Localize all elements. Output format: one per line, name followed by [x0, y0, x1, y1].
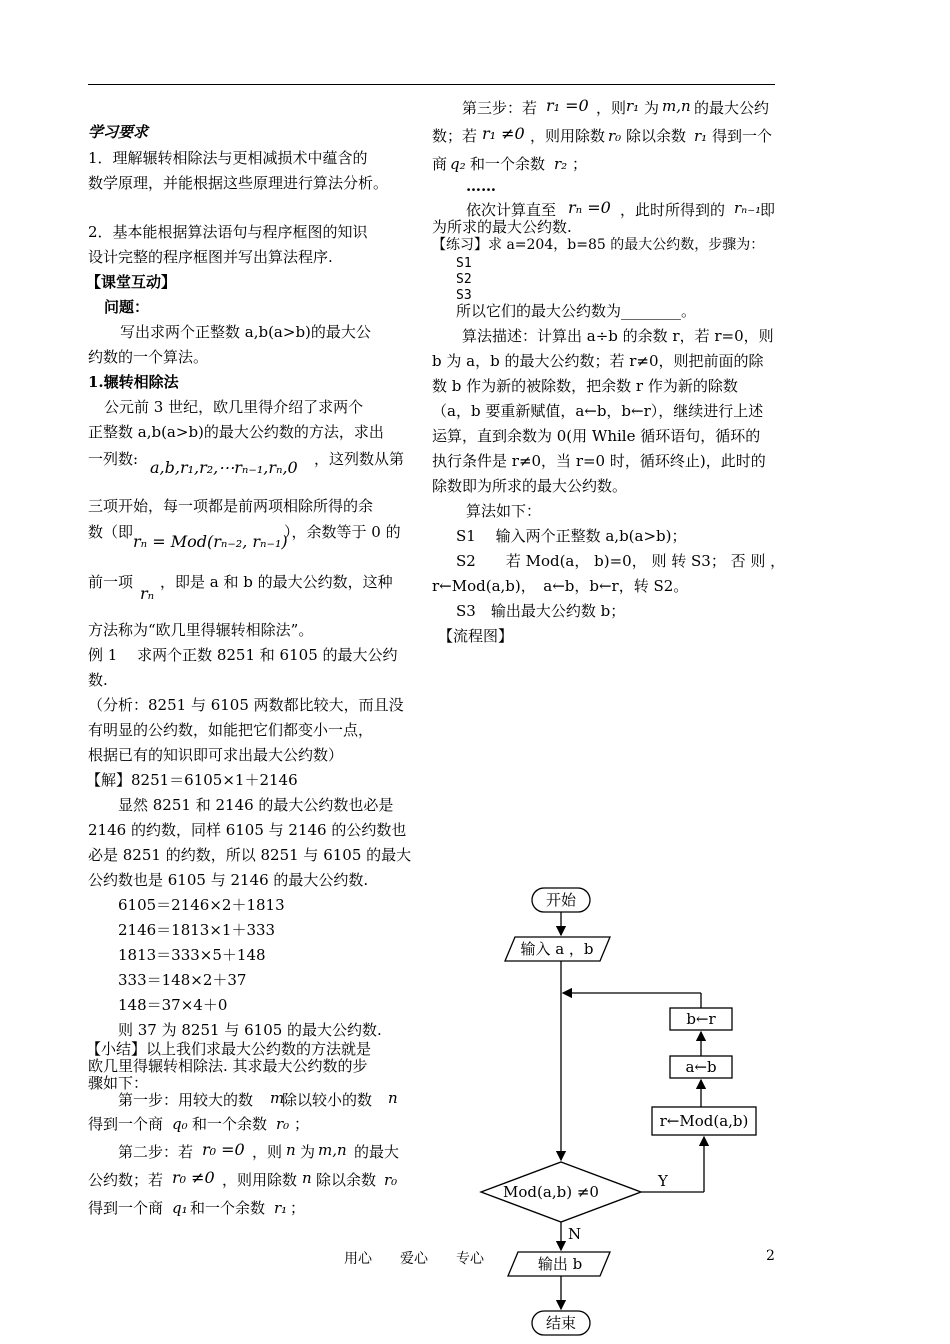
method-line-5-text: 数（即 [88, 523, 134, 541]
step1-m: m [270, 1089, 285, 1107]
solution-line: 【解】8251＝6105×1＋2146 [86, 771, 298, 789]
method-line-6-tail: ，即是 a 和 b 的最大公约数，这种 [160, 573, 393, 591]
step2-text-a: 第二步：若 [118, 1143, 194, 1161]
flowchart-assign-r-label: r←Mod(a,b) [659, 1112, 749, 1130]
question-line-2: 约数的一个算法。 [88, 348, 209, 366]
footer-motto: 用心 爱心 专心 [344, 1251, 484, 1267]
method-title: 1.辗转相除法 [88, 373, 179, 391]
step3-r2: r₂ [554, 155, 568, 173]
flowchart-yes-label: Y [658, 1172, 668, 1190]
step1-line2-a: 得到一个商 [88, 1115, 164, 1133]
step3-r1-divisor: r₁ [694, 127, 708, 145]
step1-text-b: 除以较小的数 [282, 1091, 373, 1109]
question-line-1: 写出求两个正整数 a,b(a>b)的最大公 [120, 323, 371, 341]
step2-line2-a: 公约数；若 [88, 1171, 164, 1189]
step2-text-d: 的最大 [354, 1143, 400, 1161]
step1-r0: r₀ [276, 1115, 290, 1133]
summary-line-3: 骤如下： [88, 1074, 149, 1092]
step3-line3-a: 商 [432, 155, 448, 173]
step2-text-b: ，则 [252, 1143, 283, 1161]
step3-line2-a: 数；若 [432, 127, 478, 145]
step3-line3-b: 和一个余数 [470, 155, 546, 173]
mod-formula: rₙ = Mod(rₙ₋₂, rₙ₋₁) [133, 532, 288, 551]
step2-r0-zero: r₀ =0 [202, 1140, 245, 1159]
step2-line3-b: 和一个余数 [190, 1199, 266, 1217]
description-line-1: 算法描述：计算出 a÷b 的余数 r，若 r=0，则 [462, 327, 774, 345]
summary-line-1: 【小结】以上我们求最大公约数的方法就是 [86, 1040, 372, 1058]
method-line-3-tail: ，这列数从第 [314, 450, 405, 468]
method-line-6-text: 前一项 [88, 573, 134, 591]
step3-r1-zero: r₁ =0 [546, 96, 589, 115]
step2-q1: q₁ [172, 1199, 188, 1217]
algorithm-s2-cont: r←Mod(a,b)， a←b，b←r，转 S2。 [432, 577, 689, 595]
rn-symbol: rₙ [140, 584, 155, 603]
method-line-3-text: 一列数: [88, 450, 139, 468]
requirement-2-line-2: 设计完整的程序框图并写出算法程序. [88, 248, 333, 266]
solution-text-3: 必是 8251 的约数，所以 8251 与 6105 的最大 [88, 846, 412, 864]
example-line-1: 例 1 求两个正数 8251 和 6105 的最大公约 [88, 646, 398, 664]
description-line-4: （a，b 要重新赋值，a←b，b←r），继续进行上述 [432, 402, 764, 420]
flowchart-start-label: 开始 [545, 891, 577, 909]
example-line-2: 数. [88, 671, 108, 689]
equation-1: 6105＝2146×2＋1813 [118, 896, 285, 914]
step3-text-b: ，则 [596, 99, 627, 117]
method-line-2: 正整数 a,b(a>b)的最大公约数的方法，求出 [88, 423, 384, 441]
practice-s1: S1 [456, 256, 472, 271]
step3-text-c: 为 [644, 99, 660, 117]
flowchart-assign-b-label: b←r [686, 1010, 716, 1028]
step2-r1: r₁ [274, 1199, 288, 1217]
practice-line: 【练习】求 a=204，b=85 的最大公约数，步骤为： [432, 237, 765, 253]
algorithm-s1: S1 输入两个正整数 a,b(a>b)； [456, 527, 687, 545]
analysis-line-1: （分析：8251 与 6105 两数都比较大，而且没 [88, 696, 404, 714]
step3-mn: m,n [662, 97, 691, 115]
equation-5: 148＝37×4＋0 [118, 996, 228, 1014]
sequence-formula: a,b,r₁,r₂,⋯rₙ₋₁,rₙ,0 [150, 458, 298, 477]
step2-line3-a: 得到一个商 [88, 1199, 164, 1217]
requirement-1-line-1: 1．理解辗转相除法与更相减损术中蕴含的 [88, 149, 368, 167]
final-line-1-b: ，此时所得到的 [620, 201, 726, 219]
step2-line2-b: ，则用除数 [222, 1171, 298, 1189]
requirement-2-line-1: 2．基本能根据算法语句与程序框图的知识 [88, 223, 368, 241]
step3-line2-b: ，则用除数 [530, 127, 606, 145]
flowchart-output-label: 输出 b [537, 1255, 583, 1273]
flowchart-heading: 【流程图】 [438, 627, 514, 645]
step3-text-a: 第三步：若 [462, 99, 538, 117]
solution-text-4: 公约数也是 6105 与 2146 的最大公约数. [88, 871, 369, 889]
method-line-4: 三项开始，每一项都是前两项相除所得的余 [88, 497, 374, 515]
equation-3: 1813＝333×5＋148 [118, 946, 266, 964]
conclusion-line: 则 37 为 8251 与 6105 的最大公约数. [118, 1021, 382, 1039]
practice-answer: 所以它们的最大公约数为________。 [456, 302, 697, 320]
equation-2: 2146＝1813×1＋333 [118, 921, 276, 939]
description-line-2: b 为 a，b 的最大公约数；若 r≠0，则把前面的除 [432, 352, 764, 370]
final-line-2: 为所求的最大公约数. [432, 218, 572, 236]
final-rn-zero: rₙ =0 [568, 198, 611, 217]
practice-s2: S2 [456, 272, 472, 287]
classroom-heading: 【课堂互动】 [86, 273, 177, 291]
algorithm-s3: S3 输出最大公约数 b； [456, 602, 626, 620]
section-heading: 学习要求 [88, 123, 149, 141]
final-line-1-a: 依次计算直至 [466, 201, 557, 219]
step1-text-a: 第一步：用较大的数 [118, 1091, 254, 1109]
description-line-3: 数 b 作为新的被除数，把余数 r 作为新的除数 [432, 377, 738, 395]
method-line-7: 方法称为“欧几里得辗转相除法”。 [88, 621, 314, 639]
step3-r0: r₀ [608, 127, 622, 145]
question-label: 问题： [104, 298, 150, 316]
method-line-1: 公元前 3 世纪，欧几里得介绍了求两个 [104, 398, 364, 416]
method-line-5-tail: ），余数等于 0 的 [284, 523, 401, 541]
flowchart-assign-a-label: a←b [685, 1058, 717, 1076]
step3-line3-c: ； [572, 155, 588, 173]
step3-line2-d: 得到一个 [712, 127, 773, 145]
algorithm-s2: S2 若 Mod(a， b)=0， 则 转 S3； 否 则 ， [456, 552, 786, 570]
step1-q0: q₀ [172, 1115, 188, 1133]
step3-text-d: 的最大公约 [694, 99, 770, 117]
flowchart-input-label: 输入 a ，b [520, 940, 594, 958]
final-rn-minus-1: rₙ₋₁ [734, 199, 762, 217]
description-line-6: 执行条件是 r≠0，当 r=0 时，循环终止)，此时的 [432, 452, 766, 470]
flowchart-no-label: N [568, 1225, 582, 1243]
requirement-1-line-2: 数学原理，并能根据这些原理进行算法分析。 [88, 174, 389, 192]
step2-remainder-r0: r₀ [384, 1171, 398, 1189]
step2-text-c: 为 [300, 1143, 316, 1161]
practice-s3: S3 [456, 288, 472, 303]
ellipsis: …… [466, 177, 496, 195]
step2-line2-c: 除以余数 [316, 1171, 377, 1189]
description-line-7: 除数即为所求的最大公约数。 [432, 477, 628, 495]
flowchart-end-label: 结束 [545, 1314, 577, 1332]
step2-n: n [286, 1141, 296, 1159]
step1-line2-c: ； [294, 1115, 310, 1133]
equation-4: 333＝148×2＋37 [118, 971, 247, 989]
step3-q2: q₂ [450, 155, 466, 173]
step3-r1-nonzero: r₁ ≠0 [482, 124, 525, 143]
step2-divisor-n: n [302, 1169, 312, 1187]
step3-line2-c: 除以余数 [626, 127, 687, 145]
solution-text-1: 显然 8251 和 2146 的最大公约数也必是 [118, 796, 394, 814]
step2-line3-c: ； [290, 1199, 306, 1217]
step2-mn: m,n [318, 1141, 347, 1159]
page-number: 2 [766, 1248, 775, 1264]
analysis-line-2: 有明显的公约数，如能把它们都变小一点， [88, 721, 374, 739]
step1-line2-b: 和一个余数 [192, 1115, 268, 1133]
step1-n: n [388, 1089, 398, 1107]
step3-r1: r₁ [626, 97, 640, 115]
analysis-line-3: 根据已有的知识即可求出最大公约数） [88, 746, 344, 764]
algorithm-heading: 算法如下： [466, 502, 542, 520]
summary-line-2: 欧几里得辗转相除法. 其求最大公约数的步 [88, 1057, 368, 1075]
solution-text-2: 2146 的约数，同样 6105 与 2146 的公约数也 [88, 821, 407, 839]
description-line-5: 运算，直到余数为 0(用 While 循环语句，循环的 [432, 427, 761, 445]
step2-r0-nonzero: r₀ ≠0 [172, 1168, 215, 1187]
final-line-1-c: 即 [760, 201, 776, 219]
flowchart-condition-label: Mod(a,b) ≠0 [503, 1183, 599, 1201]
